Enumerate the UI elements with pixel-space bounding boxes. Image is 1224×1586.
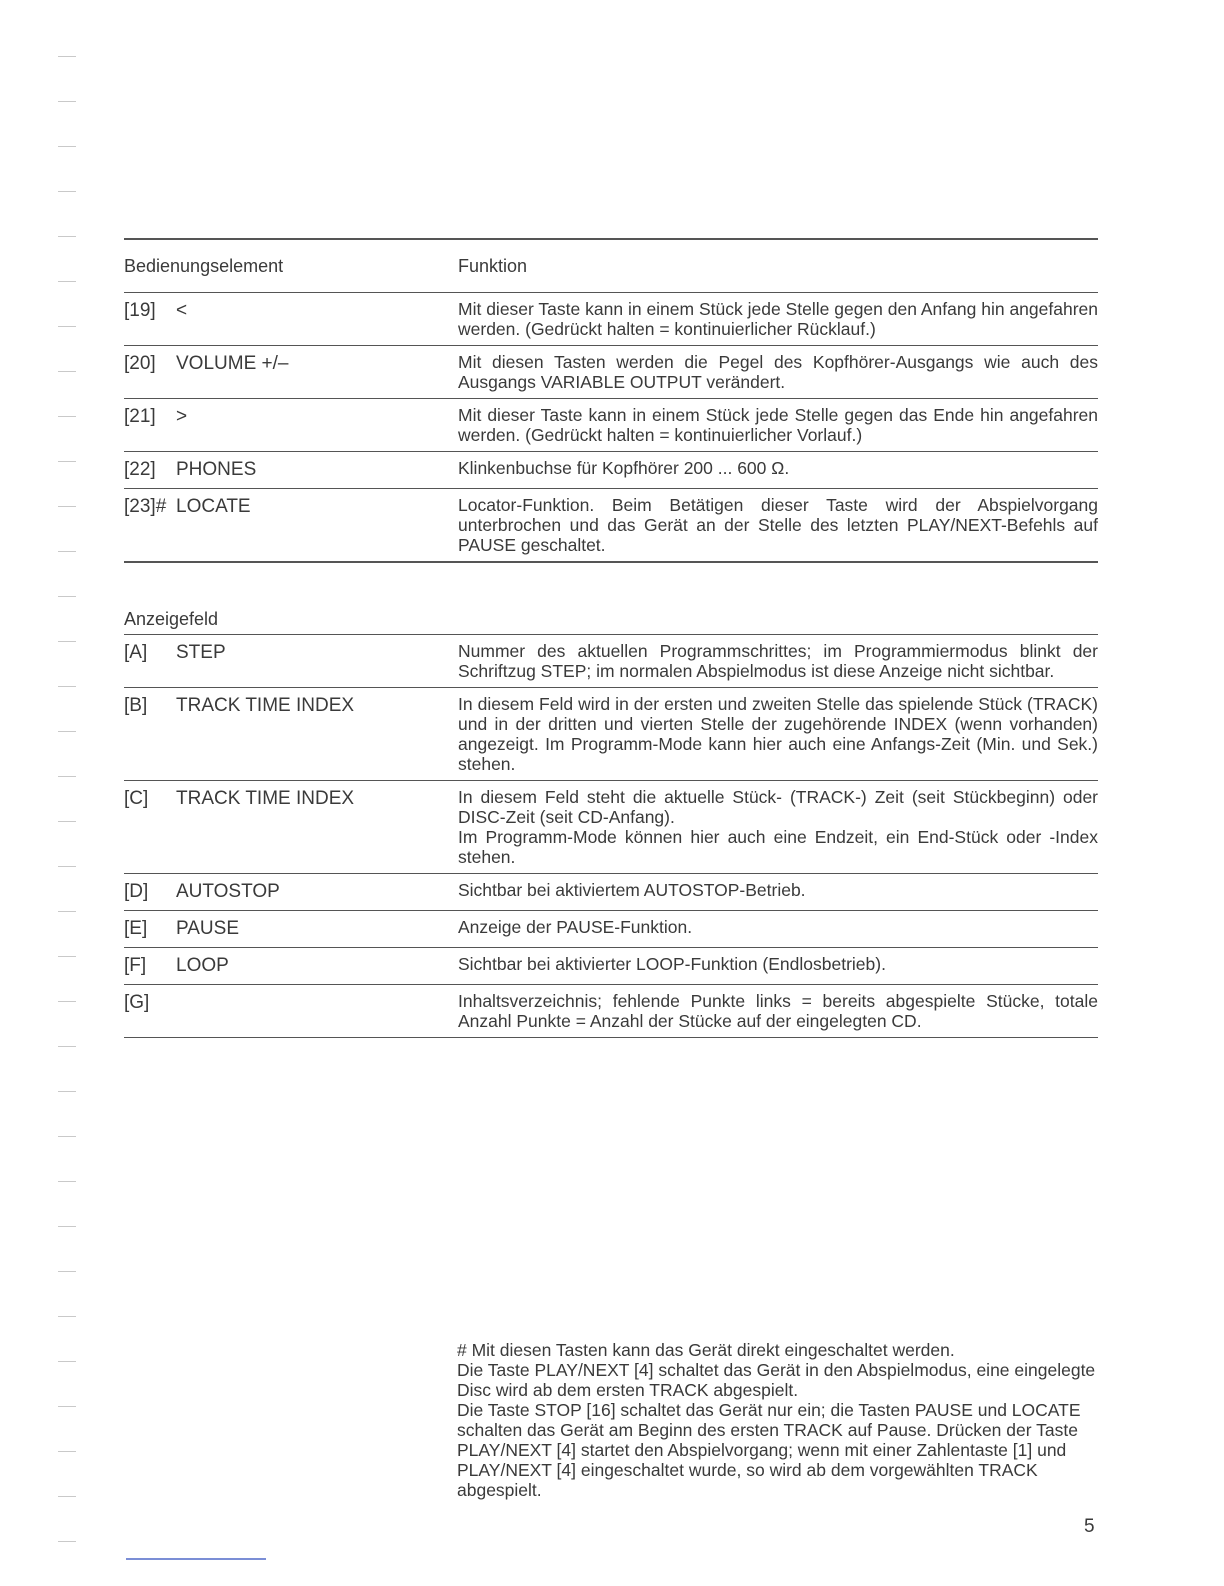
row-name: AUTOSTOP [176, 881, 280, 902]
row-desc: Anzeige der PAUSE-Funktion. [458, 917, 693, 937]
row-name: PHONES [176, 459, 257, 480]
manual-page-content [124, 238, 1098, 1038]
row-key: [E] [124, 918, 148, 939]
row-key: [A] [124, 642, 148, 663]
row-key: [D] [124, 881, 149, 902]
row-key: [20] [124, 353, 156, 374]
footnote [457, 1340, 1097, 1500]
display-row [124, 688, 1098, 781]
row-key: [G] [124, 992, 150, 1013]
row-desc: In diesem Feld wird in der ersten und zweiten Stelle das spielende Stück (TRACK) und in der dritten und vierten Stelle der zugehörende INDEX (wenn vorhanden) angezeigt. Im Programm-Mode kann hier auch eine Anfangs-Zeit (Min. und Sek.) stehen. [458, 694, 1098, 774]
display-row [124, 781, 1098, 874]
row-name: VOLUME +/– [176, 353, 289, 374]
row-desc: Locator-Funktion. Beim Betätigen dieser Taste wird der Abspielvorgang unterbrochen und das Gerät an der Stelle des letzten PLAY/NEXT-Befehls auf PAUSE geschaltet. [458, 495, 1098, 555]
row-key: [19] [124, 300, 156, 321]
row-name: < [176, 300, 188, 321]
row-name: STEP [176, 642, 226, 663]
row-name: TRACK TIME INDEX [176, 695, 355, 716]
row-name: LOOP [176, 955, 229, 976]
row-desc: Sichtbar bei aktiviertem AUTOSTOP-Betrieb. [458, 880, 806, 900]
display-section-label: Anzeigefeld [124, 609, 1098, 635]
display-row [124, 948, 1098, 985]
row-key: [C] [124, 788, 149, 809]
row-key: [B] [124, 695, 148, 716]
row-desc: Inhaltsverzeichnis; fehlende Punkte links = bereits abgespielte Stücke, totale Anzahl Punkte = Anzahl der Stücke auf der eingelegten CD. [458, 991, 1098, 1031]
display-row [124, 874, 1098, 911]
header-control-element: Bedienungselement [124, 255, 284, 276]
table-row [124, 399, 1098, 452]
row-name: TRACK TIME INDEX [176, 788, 355, 809]
row-desc-continued: Im Programm-Mode können hier auch eine Endzeit, ein End-Stück oder -Index stehen. [458, 827, 1098, 867]
display-row [124, 985, 1098, 1038]
row-key: [23]# [124, 496, 167, 517]
table-row [124, 452, 1098, 489]
row-desc: Mit diesen Tasten werden die Pegel des Kopfhörer-Ausgangs wie auch des Ausgangs VARIABLE OUTPUT verändert. [458, 352, 1098, 392]
page-number: 5 [1084, 1516, 1095, 1537]
margin-tick-marks [58, 56, 78, 1586]
table-row [124, 489, 1098, 563]
row-desc: Klinkenbuchse für Kopfhörer 200 ... 600 Ω. [458, 458, 790, 478]
row-desc: Nummer des aktuellen Programmschrittes; im Programmiermodus blinkt der Schriftzug STEP; im normalen Abspielmodus ist diese Anzeige nicht sichtbar. [458, 641, 1098, 681]
header-function: Funktion [458, 256, 528, 276]
bottom-edge-line [126, 1558, 266, 1560]
footnote-line: Die Taste STOP [16] schaltet das Gerät nur ein; die Tasten PAUSE und LOCATE schalten das Gerät am Beginn des ersten TRACK auf Pause. Drücken der Taste PLAY/NEXT [4] startet den Abspielvorgang; wenn mit einer Zahlentaste [1] und PLAY/NEXT [4] eingeschaltet wurde, so wird ab dem vorgewählten TRACK abgespielt. [457, 1400, 1081, 1500]
row-name: LOCATE [176, 496, 251, 517]
row-desc: Sichtbar bei aktivierter LOOP-Funktion (Endlosbetrieb). [458, 954, 886, 974]
row-name: > [176, 406, 188, 427]
table-row [124, 293, 1098, 346]
row-key: [21] [124, 406, 156, 427]
display-row [124, 911, 1098, 948]
display-row [124, 635, 1098, 688]
row-name: PAUSE [176, 918, 240, 939]
footnote-line: # Mit diesen Tasten kann das Gerät direkt eingeschaltet werden. [457, 1340, 955, 1360]
table-row [124, 346, 1098, 399]
row-desc: In diesem Feld steht die aktuelle Stück- (TRACK-) Zeit (seit Stückbeginn) oder DISC-Zeit (seit CD-Anfang). [458, 787, 1098, 827]
table-header-row [124, 240, 1098, 293]
row-key: [22] [124, 459, 156, 480]
row-desc: Mit dieser Taste kann in einem Stück jede Stelle gegen das Ende hin angefahren werden. (Gedrückt halten = kontinuierlicher Vorlauf.) [458, 405, 1098, 445]
row-desc: Mit dieser Taste kann in einem Stück jede Stelle gegen den Anfang hin angefahren werden. (Gedrückt halten = kontinuierlicher Rücklauf.) [458, 299, 1098, 339]
row-key: [F] [124, 955, 147, 976]
footnote-line: Die Taste PLAY/NEXT [4] schaltet das Gerät in den Abspielmodus, eine eingelegte Disc wird ab dem ersten TRACK abgespielt. [457, 1360, 1096, 1400]
